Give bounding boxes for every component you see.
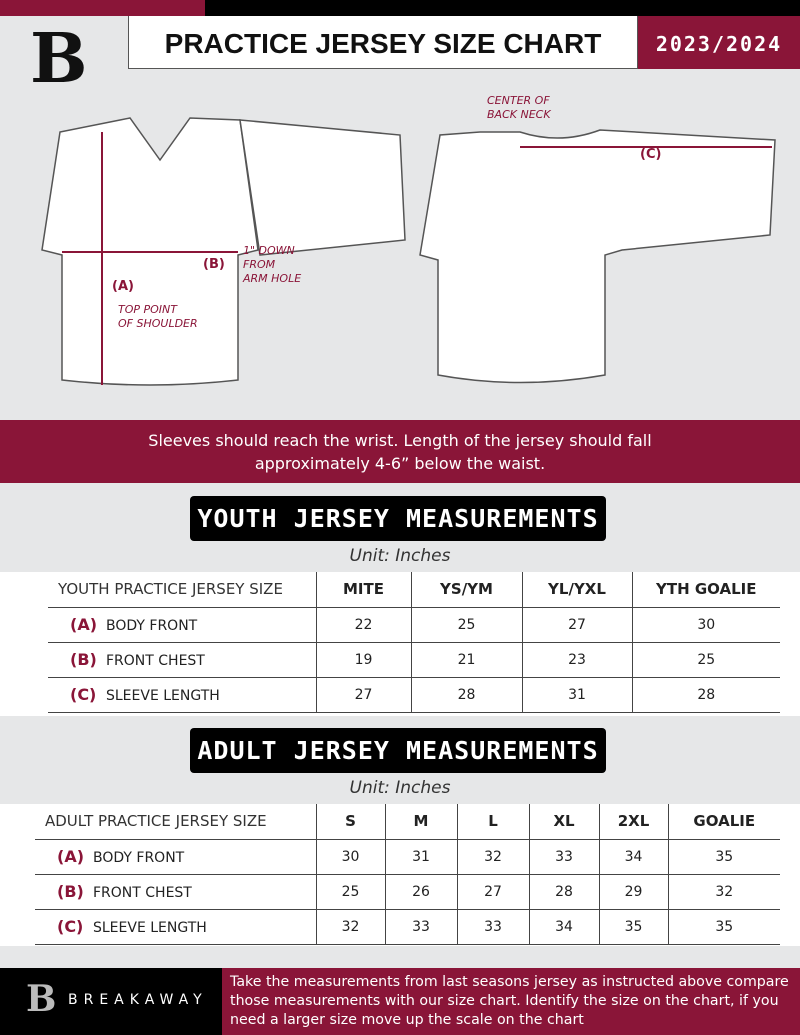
cell: 27 xyxy=(457,874,529,909)
cell: 35 xyxy=(668,839,780,874)
footer-logo: B xyxy=(26,978,57,1020)
brand-logo: B xyxy=(30,19,88,99)
cell: 34 xyxy=(599,839,668,874)
cell: 23 xyxy=(522,642,632,677)
jersey-diagram xyxy=(0,90,800,420)
cell: 35 xyxy=(599,909,668,944)
row-letter: (A) xyxy=(57,847,85,866)
top-bar xyxy=(205,0,800,16)
row-name: FRONT CHEST xyxy=(106,653,205,669)
note-a: TOP POINT OF SHOULDER xyxy=(118,303,198,330)
table-row xyxy=(48,607,780,642)
header-cell: YL/YXL xyxy=(522,572,632,607)
header-cell: YOUTH PRACTICE JERSEY SIZE xyxy=(48,572,316,607)
table-row xyxy=(35,874,780,909)
header-cell: XL xyxy=(529,804,599,839)
row-letter: (B) xyxy=(70,650,97,669)
cell: 33 xyxy=(529,839,599,874)
label-b: (B) xyxy=(203,257,225,272)
footer-brand xyxy=(0,968,222,1035)
season-label: 2023/2024 xyxy=(638,16,800,69)
header-cell: GOALIE xyxy=(668,804,780,839)
title-box xyxy=(128,16,638,69)
cell: 27 xyxy=(316,677,411,712)
row-letter: (B) xyxy=(57,882,84,901)
table-row xyxy=(35,839,780,874)
header-cell: ADULT PRACTICE JERSEY SIZE xyxy=(35,804,316,839)
cell: 28 xyxy=(632,677,780,712)
table-row xyxy=(35,909,780,944)
adult-table xyxy=(35,804,780,945)
cell: 34 xyxy=(529,909,599,944)
header-cell: M xyxy=(385,804,457,839)
row-letter: (C) xyxy=(57,917,84,936)
header-cell: YTH GOALIE xyxy=(632,572,780,607)
cell: 28 xyxy=(529,874,599,909)
table-header xyxy=(35,804,780,839)
page-title: PRACTICE JERSEY SIZE CHART xyxy=(164,28,602,59)
youth-table xyxy=(48,572,780,713)
cell: 32 xyxy=(668,874,780,909)
adult-title: ADULT JERSEY MEASUREMENTS xyxy=(190,728,606,773)
header-cell: MITE xyxy=(316,572,411,607)
cell: 32 xyxy=(316,909,385,944)
row-name: BODY FRONT xyxy=(106,618,198,634)
table-header xyxy=(48,572,780,607)
row-name: SLEEVE LENGTH xyxy=(106,688,220,704)
row-name: SLEEVE LENGTH xyxy=(93,920,207,936)
cell: 22 xyxy=(316,607,411,642)
cell: 30 xyxy=(316,839,385,874)
footer-brand-name: BREAKAWAY xyxy=(68,992,208,1008)
cell: 28 xyxy=(411,677,522,712)
cell: 35 xyxy=(668,909,780,944)
table-row xyxy=(48,677,780,712)
cell: 25 xyxy=(316,874,385,909)
cell: 29 xyxy=(599,874,668,909)
jersey-back xyxy=(420,130,775,383)
cell: 30 xyxy=(632,607,780,642)
instructions-banner: Sleeves should reach the wrist. Length of the jersey should fall approximately 4-6” below the waist. xyxy=(0,420,800,483)
label-a: (A) xyxy=(112,279,134,294)
cell: 27 xyxy=(522,607,632,642)
label-c: (C) xyxy=(640,147,662,162)
cell: 33 xyxy=(457,909,529,944)
youth-unit: Unit: Inches xyxy=(349,546,451,566)
cell: 31 xyxy=(522,677,632,712)
row-letter: (C) xyxy=(70,685,97,704)
row-letter: (A) xyxy=(70,615,98,634)
youth-title: YOUTH JERSEY MEASUREMENTS xyxy=(190,496,606,541)
header-cell: S xyxy=(316,804,385,839)
note-c: CENTER OF BACK NECK xyxy=(487,94,551,121)
note-b: 1" DOWN FROM ARM HOLE xyxy=(243,244,302,285)
cell: 32 xyxy=(457,839,529,874)
header-cell: 2XL xyxy=(599,804,668,839)
cell: 21 xyxy=(411,642,522,677)
cell: 25 xyxy=(632,642,780,677)
table-row xyxy=(48,642,780,677)
row-name: FRONT CHEST xyxy=(93,885,192,901)
cell: 26 xyxy=(385,874,457,909)
header-cell: L xyxy=(457,804,529,839)
cell: 25 xyxy=(411,607,522,642)
cell: 31 xyxy=(385,839,457,874)
top-bar-accent xyxy=(0,0,205,16)
cell: 19 xyxy=(316,642,411,677)
adult-unit: Unit: Inches xyxy=(349,778,451,798)
row-name: BODY FRONT xyxy=(93,850,185,866)
footer-instructions: Take the measurements from last seasons jersey as instructed above compare those measurements with our size chart. Identify the size on the chart, if you need a larger size move up the scale on the chart xyxy=(222,968,800,1035)
header-cell: YS/YM xyxy=(411,572,522,607)
cell: 33 xyxy=(385,909,457,944)
